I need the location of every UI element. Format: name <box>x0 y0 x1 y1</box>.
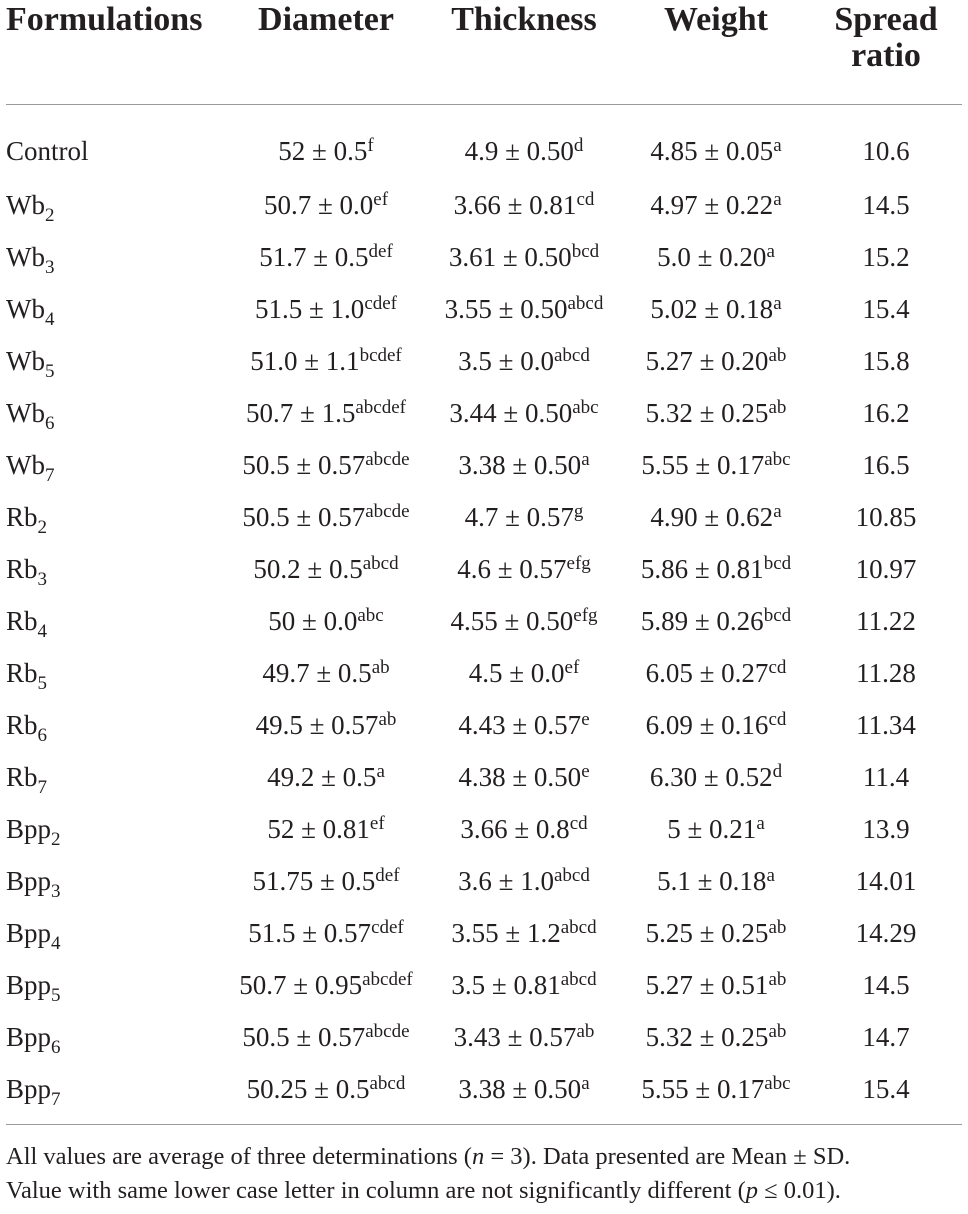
diameter-value: 50.5 ± 0.57 <box>242 1021 366 1052</box>
weight-letters: bcd <box>763 552 792 574</box>
formulation-name: Rb <box>6 657 38 688</box>
cell-spread-ratio: 10.6 <box>862 135 910 166</box>
thickness-value: 3.5 ± 0.0 <box>458 345 554 376</box>
thickness-letters: efg <box>566 552 591 574</box>
cell-thickness <box>426 387 622 439</box>
cell-formulation <box>6 647 226 699</box>
formulation-subscript: 3 <box>37 568 48 590</box>
diameter-value: 50.5 ± 0.57 <box>242 449 366 480</box>
cell-thickness <box>426 647 622 699</box>
table-row <box>6 1063 962 1115</box>
table-row <box>6 543 962 595</box>
footnote-2: Value with same lower case letter in column are not significantly different (p ≤ 0.01). <box>6 1177 841 1204</box>
weight-letters: a <box>773 292 782 314</box>
cell-spread-ratio: 14.5 <box>862 969 910 1000</box>
cell-weight <box>622 907 810 959</box>
cell-weight <box>622 387 810 439</box>
thickness-value: 3.44 ± 0.50 <box>449 397 573 428</box>
cell-diameter <box>226 855 426 907</box>
thickness-value: 3.66 ± 0.81 <box>453 189 577 220</box>
weight-value: 5.86 ± 0.81 <box>640 553 764 584</box>
diameter-value: 50.7 ± 0.95 <box>239 969 363 1000</box>
weight-letters: abc <box>764 448 791 470</box>
formulation-subscript: 7 <box>37 776 48 798</box>
diameter-value: 49.2 ± 0.5 <box>267 761 377 792</box>
weight-value: 5.1 ± 0.18 <box>657 865 767 896</box>
thickness-letters: a <box>581 1072 590 1094</box>
cell-spread-ratio: 14.29 <box>855 917 917 948</box>
weight-letters: ab <box>768 916 787 938</box>
thickness-letters: cd <box>576 188 595 210</box>
cell-thickness <box>426 751 622 803</box>
diameter-value: 50 ± 0.0 <box>268 605 358 636</box>
formulation-name: Bpp <box>6 969 52 1000</box>
formulation-name: Bpp <box>6 917 52 948</box>
formulation-name: Bpp <box>6 813 52 844</box>
diameter-letters: ab <box>371 656 390 678</box>
cell-diameter <box>226 907 426 959</box>
cell-spread-ratio: 15.4 <box>862 293 910 324</box>
diameter-value: 52 ± 0.81 <box>267 813 370 844</box>
thickness-letters: ab <box>576 1020 595 1042</box>
weight-value: 5.02 ± 0.18 <box>650 293 774 324</box>
thickness-letters: abc <box>572 396 599 418</box>
thickness-value: 4.7 ± 0.57 <box>464 501 574 532</box>
thickness-value: 4.38 ± 0.50 <box>458 761 582 792</box>
table-row <box>6 105 962 180</box>
cell-spread-ratio: 14.7 <box>862 1021 910 1052</box>
weight-letters: a <box>766 864 775 886</box>
cell-spread-ratio: 11.4 <box>862 761 910 792</box>
thickness-letters: abcd <box>553 344 590 366</box>
table-row <box>6 491 962 543</box>
footnote-1: All values are average of three determinations (n = 3). Data presented are Mean ± SD. <box>6 1143 851 1170</box>
table-row <box>6 751 962 803</box>
cell-spread-ratio: 11.22 <box>856 605 916 636</box>
cell-thickness <box>426 1063 622 1115</box>
cell-spread-ratio: 15.8 <box>862 345 910 376</box>
thickness-value: 3.55 ± 1.2 <box>451 917 561 948</box>
weight-value: 6.30 ± 0.52 <box>649 761 773 792</box>
cell-weight <box>622 1011 810 1063</box>
thickness-value: 3.38 ± 0.50 <box>458 1073 582 1104</box>
thickness-value: 3.66 ± 0.8 <box>460 813 570 844</box>
diameter-letters: abcdef <box>362 968 413 990</box>
thickness-letters: e <box>581 708 590 730</box>
thickness-letters: ef <box>564 656 580 678</box>
diameter-letters: abcde <box>365 1020 410 1042</box>
diameter-letters: abcde <box>365 448 410 470</box>
table-footnotes <box>6 1140 966 1208</box>
cell-diameter <box>226 699 426 751</box>
cell-thickness <box>426 491 622 543</box>
cell-formulation <box>6 751 226 803</box>
formulation-name: Wb <box>6 189 45 220</box>
thickness-letters: abcd <box>567 292 604 314</box>
thickness-value: 3.38 ± 0.50 <box>458 449 582 480</box>
cell-formulation <box>6 491 226 543</box>
diameter-letters: ef <box>373 188 389 210</box>
diameter-letters: bcdef <box>359 344 402 366</box>
cell-spread-ratio: 15.4 <box>862 1073 910 1104</box>
cell-spread-ratio: 16.2 <box>862 397 910 428</box>
formulation-name: Wb <box>6 449 45 480</box>
table-body <box>6 105 962 1116</box>
cell-diameter <box>226 543 426 595</box>
table-row <box>6 179 962 231</box>
header-row <box>6 0 962 105</box>
formulation-subscript: 7 <box>51 1088 61 1110</box>
cell-spread-ratio: 15.2 <box>862 241 910 272</box>
diameter-value: 52 ± 0.5 <box>278 135 368 166</box>
cell-formulation <box>6 1063 226 1115</box>
cell-spread-ratio: 13.9 <box>862 813 910 844</box>
formulation-subscript: 4 <box>51 932 61 954</box>
diameter-value: 49.5 ± 0.57 <box>255 709 379 740</box>
header-spread-ratio: Spread ratio <box>834 1 938 74</box>
cell-thickness <box>426 959 622 1011</box>
formulation-subscript: 5 <box>51 984 61 1006</box>
weight-value: 6.05 ± 0.27 <box>645 657 769 688</box>
cell-thickness <box>426 231 622 283</box>
cell-weight <box>622 105 810 180</box>
formulation-name: Bpp <box>6 1021 52 1052</box>
table-row <box>6 803 962 855</box>
cell-thickness <box>426 283 622 335</box>
cell-weight <box>622 855 810 907</box>
cell-diameter <box>226 491 426 543</box>
cell-spread-ratio: 10.85 <box>855 501 917 532</box>
cell-diameter <box>226 231 426 283</box>
formulation-name: Rb <box>6 553 38 584</box>
weight-letters: ab <box>768 1020 787 1042</box>
cell-diameter <box>226 335 426 387</box>
thickness-letters: e <box>581 760 590 782</box>
cell-formulation <box>6 855 226 907</box>
diameter-letters: abcde <box>365 500 410 522</box>
thickness-value: 4.55 ± 0.50 <box>450 605 574 636</box>
weight-letters: ab <box>768 968 787 990</box>
thickness-letters: abcd <box>560 968 597 990</box>
weight-letters: cd <box>768 708 787 730</box>
diameter-value: 51.5 ± 1.0 <box>254 293 365 324</box>
weight-letters: a <box>773 500 782 522</box>
weight-value: 4.85 ± 0.05 <box>650 135 774 166</box>
cell-formulation <box>6 959 226 1011</box>
data-table <box>6 0 962 1115</box>
thickness-value: 3.43 ± 0.57 <box>453 1021 577 1052</box>
weight-value: 4.97 ± 0.22 <box>650 189 774 220</box>
cell-formulation <box>6 105 226 180</box>
thickness-letters: efg <box>573 604 598 626</box>
formulation-subscript: 4 <box>44 308 55 330</box>
cell-spread-ratio: 16.5 <box>862 449 910 480</box>
formulation-name: Wb <box>6 293 45 324</box>
formulation-subscript: 2 <box>44 204 55 226</box>
table-row <box>6 907 962 959</box>
table-row <box>6 387 962 439</box>
formulation-name: Rb <box>6 605 38 636</box>
table-row <box>6 647 962 699</box>
cell-thickness <box>426 907 622 959</box>
diameter-value: 50.5 ± 0.57 <box>242 501 366 532</box>
cell-thickness <box>426 105 622 180</box>
table-row <box>6 699 962 751</box>
cell-weight <box>622 543 810 595</box>
weight-value: 5.55 ± 0.17 <box>641 1073 765 1104</box>
diameter-value: 51.7 ± 0.5 <box>259 241 369 272</box>
cell-thickness <box>426 179 622 231</box>
formulation-subscript: 3 <box>51 880 61 902</box>
cell-formulation <box>6 387 226 439</box>
cell-weight <box>622 231 810 283</box>
cell-diameter <box>226 595 426 647</box>
cell-formulation <box>6 179 226 231</box>
formulation-subscript: 2 <box>51 828 61 850</box>
thickness-value: 3.55 ± 0.50 <box>444 293 568 324</box>
formulation-name: Rb <box>6 761 38 792</box>
formulation-name: Rb <box>6 709 38 740</box>
header-weight: Weight <box>664 1 768 38</box>
thickness-value: 3.5 ± 0.81 <box>451 969 561 1000</box>
weight-letters: ab <box>768 344 787 366</box>
formulation-subscript: 3 <box>44 256 55 278</box>
diameter-value: 50.7 ± 0.0 <box>263 189 374 220</box>
cell-weight <box>622 491 810 543</box>
cell-weight <box>622 803 810 855</box>
weight-value: 4.90 ± 0.62 <box>650 501 774 532</box>
formulation-name: Wb <box>6 241 45 272</box>
formulation-subscript: 4 <box>37 620 48 642</box>
formulation-subscript: 2 <box>37 516 48 538</box>
table-row <box>6 1011 962 1063</box>
table-row <box>6 335 962 387</box>
cell-weight <box>622 335 810 387</box>
cell-diameter <box>226 751 426 803</box>
cell-weight <box>622 699 810 751</box>
table-row <box>6 283 962 335</box>
formulation-subscript: 5 <box>37 672 48 694</box>
diameter-value: 51.5 ± 0.57 <box>248 917 372 948</box>
diameter-value: 50.25 ± 0.5 <box>246 1073 370 1104</box>
cell-weight <box>622 1063 810 1115</box>
cell-formulation <box>6 283 226 335</box>
cell-formulation <box>6 335 226 387</box>
cell-spread-ratio: 14.01 <box>855 865 917 896</box>
cell-spread-ratio: 14.5 <box>862 189 910 220</box>
thickness-letters: cd <box>569 812 588 834</box>
thickness-value: 4.6 ± 0.57 <box>457 553 567 584</box>
thickness-letters: g <box>573 500 584 522</box>
cell-diameter <box>226 179 426 231</box>
table-row <box>6 439 962 491</box>
cell-weight <box>622 959 810 1011</box>
formulation-subscript: 5 <box>44 360 55 382</box>
formulation-subscript: 6 <box>37 724 48 746</box>
diameter-letters: cdef <box>364 292 398 314</box>
diameter-letters: abcd <box>362 552 399 574</box>
thickness-letters: d <box>573 134 584 156</box>
diameter-letters: ab <box>378 708 397 730</box>
diameter-letters: ef <box>369 812 385 834</box>
diameter-letters: abcd <box>369 1072 406 1094</box>
cell-formulation <box>6 595 226 647</box>
weight-letters: abc <box>764 1072 791 1094</box>
header-formulations: Formulations <box>6 1 203 38</box>
weight-value: 5.25 ± 0.25 <box>645 917 769 948</box>
cell-formulation <box>6 699 226 751</box>
weight-letters: bcd <box>763 604 792 626</box>
table-row <box>6 231 962 283</box>
weight-letters: a <box>773 134 782 156</box>
formulation-subscript: 6 <box>44 412 55 434</box>
diameter-letters: def <box>375 864 400 886</box>
diameter-letters: abc <box>357 604 384 626</box>
weight-value: 5.32 ± 0.25 <box>645 1021 769 1052</box>
cell-diameter <box>226 959 426 1011</box>
cell-spread-ratio: 11.28 <box>856 657 916 688</box>
cell-diameter <box>226 387 426 439</box>
cell-weight <box>622 283 810 335</box>
formulation-name: Wb <box>6 345 45 376</box>
weight-value: 5 ± 0.21 <box>667 813 757 844</box>
formulation-name: Bpp <box>6 1073 52 1104</box>
formulation-name: Rb <box>6 501 38 532</box>
weight-value: 5.89 ± 0.26 <box>640 605 764 636</box>
diameter-letters: cdef <box>371 916 404 938</box>
cell-weight <box>622 751 810 803</box>
thickness-letters: a <box>581 448 590 470</box>
cell-thickness <box>426 335 622 387</box>
thickness-letters: abcd <box>560 916 597 938</box>
thickness-value: 4.43 ± 0.57 <box>458 709 582 740</box>
cell-thickness <box>426 543 622 595</box>
header-thickness: Thickness <box>451 1 597 38</box>
table-row <box>6 855 962 907</box>
thickness-value: 4.9 ± 0.50 <box>464 135 574 166</box>
weight-value: 5.32 ± 0.25 <box>645 397 769 428</box>
cell-formulation <box>6 803 226 855</box>
cell-diameter <box>226 803 426 855</box>
thickness-value: 3.61 ± 0.50 <box>448 241 572 272</box>
thickness-letters: bcd <box>571 240 600 262</box>
table-row <box>6 959 962 1011</box>
diameter-value: 51.0 ± 1.1 <box>250 345 360 376</box>
weight-value: 5.27 ± 0.51 <box>645 969 769 1000</box>
cell-thickness <box>426 439 622 491</box>
weight-letters: d <box>772 760 783 782</box>
cell-diameter <box>226 283 426 335</box>
diameter-letters: f <box>367 134 374 156</box>
formulation-subscript: 7 <box>44 464 55 486</box>
weight-letters: a <box>766 240 775 262</box>
weight-letters: a <box>756 812 765 834</box>
cell-diameter <box>226 647 426 699</box>
formulation-name: Control <box>6 135 89 166</box>
header-diameter: Diameter <box>258 1 394 38</box>
cell-diameter <box>226 1011 426 1063</box>
thickness-value: 3.6 ± 1.0 <box>458 865 554 896</box>
cell-formulation <box>6 907 226 959</box>
cell-spread-ratio: 10.97 <box>855 553 917 584</box>
weight-value: 5.27 ± 0.20 <box>645 345 769 376</box>
cell-formulation <box>6 1011 226 1063</box>
formulation-name: Bpp <box>6 865 52 896</box>
weight-letters: ab <box>768 396 787 418</box>
cell-weight <box>622 647 810 699</box>
cell-thickness <box>426 699 622 751</box>
weight-value: 5.55 ± 0.17 <box>641 449 765 480</box>
cell-diameter <box>226 1063 426 1115</box>
diameter-value: 50.2 ± 0.5 <box>253 553 363 584</box>
weight-value: 5.0 ± 0.20 <box>657 241 767 272</box>
cell-weight <box>622 439 810 491</box>
cell-spread-ratio: 11.34 <box>856 709 916 740</box>
diameter-value: 51.75 ± 0.5 <box>252 865 376 896</box>
cell-weight <box>622 595 810 647</box>
cell-thickness <box>426 855 622 907</box>
formulation-name: Wb <box>6 397 45 428</box>
diameter-value: 50.7 ± 1.5 <box>246 397 356 428</box>
weight-value: 6.09 ± 0.16 <box>645 709 769 740</box>
cell-formulation <box>6 439 226 491</box>
cell-diameter <box>226 439 426 491</box>
formulation-subscript: 6 <box>51 1036 61 1058</box>
cell-formulation <box>6 543 226 595</box>
cell-thickness <box>426 803 622 855</box>
cell-formulation <box>6 231 226 283</box>
cell-thickness <box>426 1011 622 1063</box>
cell-diameter <box>226 105 426 180</box>
thickness-letters: abcd <box>553 864 590 886</box>
diameter-letters: abcdef <box>355 396 406 418</box>
weight-letters: a <box>773 188 782 210</box>
diameter-letters: a <box>376 760 385 782</box>
thickness-value: 4.5 ± 0.0 <box>468 657 565 688</box>
diameter-letters: def <box>368 240 393 262</box>
diameter-value: 49.7 ± 0.5 <box>262 657 372 688</box>
cell-thickness <box>426 595 622 647</box>
weight-letters: cd <box>768 656 787 678</box>
cell-weight <box>622 179 810 231</box>
table-row <box>6 595 962 647</box>
footer-rule <box>6 1124 962 1125</box>
